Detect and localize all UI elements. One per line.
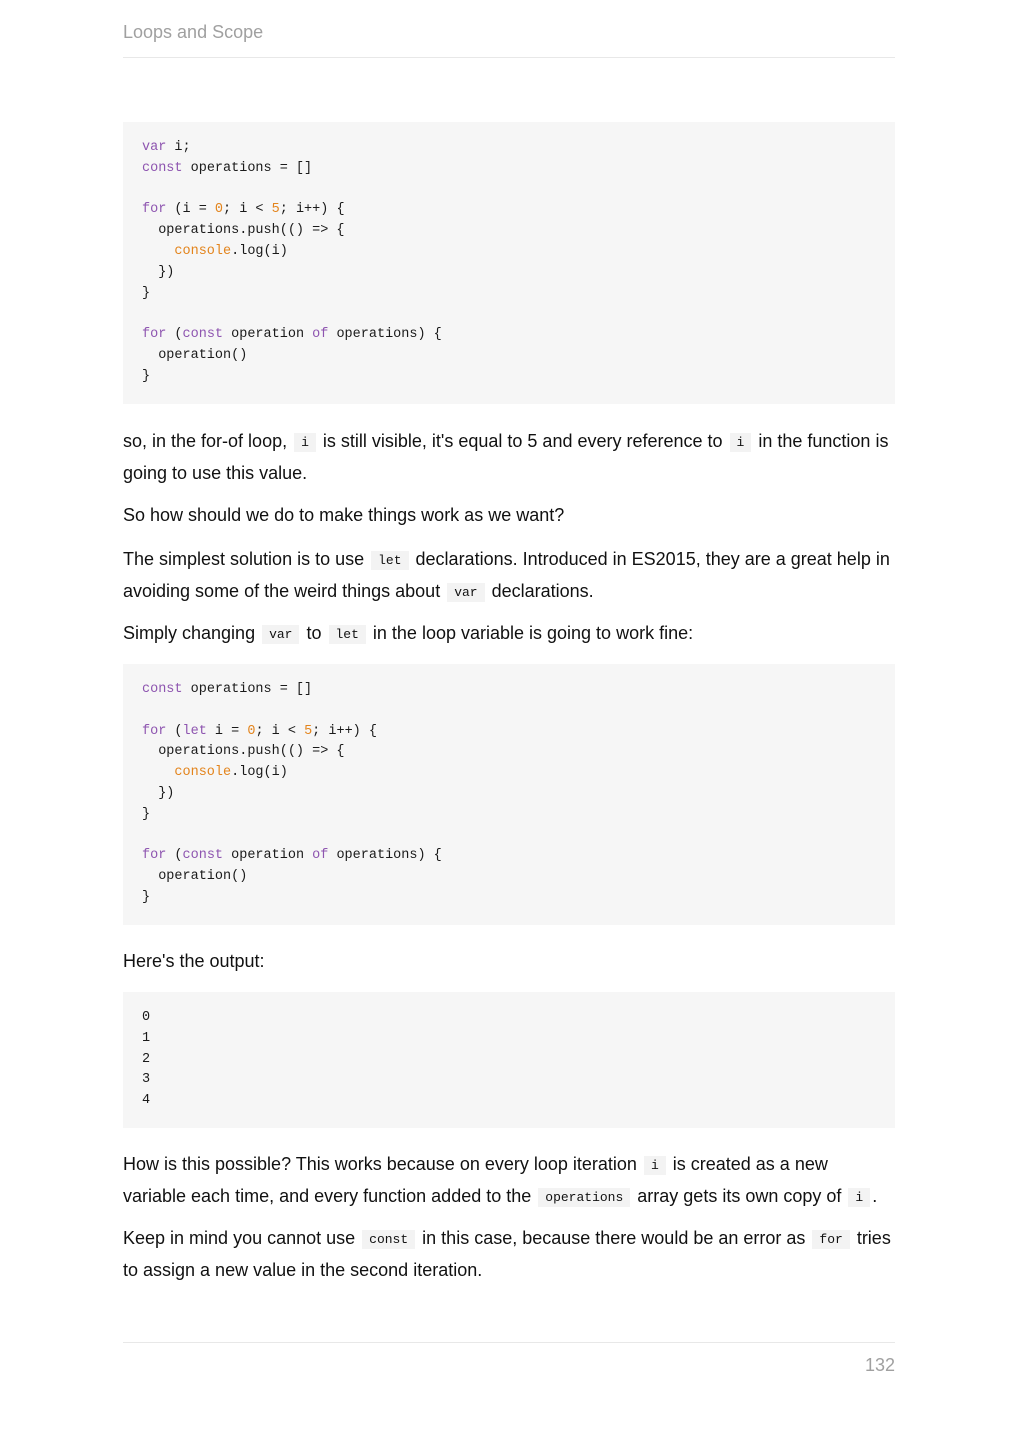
code-line	[142, 826, 876, 847]
code-text: operations = []	[182, 160, 313, 176]
code-text: }	[142, 285, 151, 301]
code-text: operation	[223, 848, 313, 864]
number-token: 5	[304, 723, 313, 739]
keyword-token: for	[142, 848, 167, 864]
code-text: 4	[142, 1093, 151, 1109]
code-line	[142, 138, 876, 159]
builtin-token: console	[174, 243, 232, 259]
keyword-token: const	[142, 682, 183, 697]
page-footer	[123, 1342, 895, 1375]
code-text: operation()	[142, 347, 248, 363]
code-line	[142, 742, 876, 763]
code-text: operations) {	[328, 848, 442, 864]
inline-code: var	[262, 625, 299, 644]
inline-code: i	[848, 1188, 870, 1207]
code-text: })	[142, 785, 175, 801]
text-run: So how should we do to make things work as we want?	[123, 505, 565, 525]
inline-code: let	[371, 551, 408, 570]
code-text: (i =	[166, 202, 215, 218]
keyword-token: const	[142, 160, 183, 176]
paragraph-output-intro	[123, 947, 895, 977]
paragraph-how-possible	[123, 1150, 895, 1213]
code-text: })	[142, 264, 175, 280]
code-text: ; i <	[223, 202, 272, 218]
code-line	[142, 1070, 876, 1091]
code-text: 2	[142, 1051, 151, 1067]
code-text: i =	[206, 723, 248, 739]
paragraph-for-of-explanation	[123, 427, 895, 488]
code-line	[142, 846, 876, 867]
inline-code: operations	[538, 1188, 630, 1207]
text-run: tries to assign a new value in the second iteration.	[123, 1228, 891, 1280]
number-token: 0	[247, 723, 256, 739]
code-line	[142, 680, 876, 701]
text-run: Here's the output:	[123, 951, 265, 971]
inline-code: const	[362, 1230, 415, 1249]
page-number: 132	[864, 1355, 895, 1375]
inline-code: i	[294, 433, 316, 452]
code-line	[142, 805, 876, 826]
code-line	[142, 888, 876, 909]
inline-code: let	[329, 625, 366, 644]
code-line	[142, 367, 876, 388]
text-run: is created as a new variable each time, and every function added to the	[123, 1154, 828, 1206]
code-text: ; i <	[255, 723, 305, 739]
code-text: .log(i)	[231, 765, 288, 781]
paragraph-const-warning	[123, 1224, 895, 1285]
text-run: in the loop variable is going to work fine:	[367, 623, 694, 643]
code-text: }	[142, 368, 151, 384]
keyword-token: var	[142, 140, 167, 155]
code-text: .log(i)	[231, 243, 288, 259]
text-run: The simplest solution is to use	[123, 549, 370, 569]
keyword-token: for	[142, 202, 167, 218]
keyword-token: const	[182, 848, 224, 864]
text-run: to	[301, 623, 327, 643]
code-line	[142, 1050, 876, 1071]
code-text: operations = []	[182, 682, 313, 697]
code-line	[142, 325, 876, 346]
text-run: declarations. Introduced in ES2015, they are a great help in avoiding some of the weird things about	[123, 549, 890, 601]
code-text	[142, 765, 174, 780]
paragraph-changing-var	[123, 619, 895, 651]
keyword-token: const	[182, 327, 224, 343]
builtin-token: console	[174, 765, 232, 781]
code-text: ; i++) {	[279, 202, 345, 218]
code-text: i;	[166, 140, 191, 155]
code-line	[142, 242, 876, 263]
code-text: operations.push(() => {	[142, 744, 345, 760]
number-token: 0	[214, 202, 224, 218]
code-text: (	[166, 723, 183, 739]
code-line	[142, 763, 876, 784]
paragraph-question	[123, 501, 895, 531]
code-text: 3	[142, 1072, 151, 1088]
code-block-let-loop	[123, 664, 895, 925]
inline-code: i	[730, 433, 752, 452]
number-token: 5	[271, 202, 280, 218]
text-run: Keep in mind you cannot use	[123, 1228, 361, 1248]
text-run: is still visible, it's equal to 5 and every reference to	[317, 431, 728, 451]
keyword-token: let	[182, 723, 207, 739]
keyword-token: of	[312, 848, 329, 864]
text-run: array gets its own copy of	[632, 1185, 847, 1206]
code-text: (	[166, 848, 183, 864]
text-run: .	[872, 1185, 878, 1206]
text-run: declarations.	[486, 580, 594, 601]
code-line	[142, 180, 876, 201]
text-run: How is this possible? This works because on every loop iteration	[123, 1154, 642, 1174]
code-line	[142, 304, 876, 325]
code-text: operation	[223, 327, 313, 343]
code-text: ; i++) {	[312, 723, 377, 739]
keyword-token: of	[312, 327, 329, 343]
code-line	[142, 346, 876, 367]
code-line	[142, 200, 876, 221]
code-line	[142, 722, 876, 743]
text-run: in this case, because there would be an error as	[417, 1228, 811, 1248]
code-text: 1	[142, 1030, 151, 1046]
code-line	[142, 221, 876, 242]
code-block-output	[123, 992, 895, 1128]
text-run: so, in the for-of loop,	[123, 431, 293, 451]
code-text: operation()	[142, 869, 248, 885]
code-text: 0	[142, 1010, 151, 1025]
chapter-title: Loops and Scope	[123, 22, 264, 42]
code-block-var-loop	[123, 122, 895, 404]
text-run: Simply changing	[123, 623, 261, 643]
inline-code: var	[447, 583, 484, 602]
code-line	[142, 1091, 876, 1112]
inline-code: i	[644, 1156, 666, 1175]
code-text: operations) {	[328, 327, 442, 343]
keyword-token: for	[142, 723, 167, 739]
paragraph-let-solution	[123, 545, 895, 608]
code-line	[142, 159, 876, 180]
code-text	[142, 244, 174, 259]
code-line	[142, 284, 876, 305]
code-text: }	[142, 806, 151, 822]
code-text: operations.push(() => {	[142, 223, 345, 239]
code-line	[142, 263, 876, 284]
code-line	[142, 867, 876, 888]
code-text: (	[166, 327, 183, 343]
code-line	[142, 784, 876, 805]
text-run: in the function is going to use this value.	[123, 431, 889, 483]
code-line	[142, 701, 876, 722]
page-header	[123, 22, 895, 58]
code-line	[142, 1008, 876, 1029]
code-line	[142, 1029, 876, 1050]
keyword-token: for	[142, 327, 167, 343]
code-text: }	[142, 889, 151, 905]
inline-code: for	[812, 1230, 849, 1249]
